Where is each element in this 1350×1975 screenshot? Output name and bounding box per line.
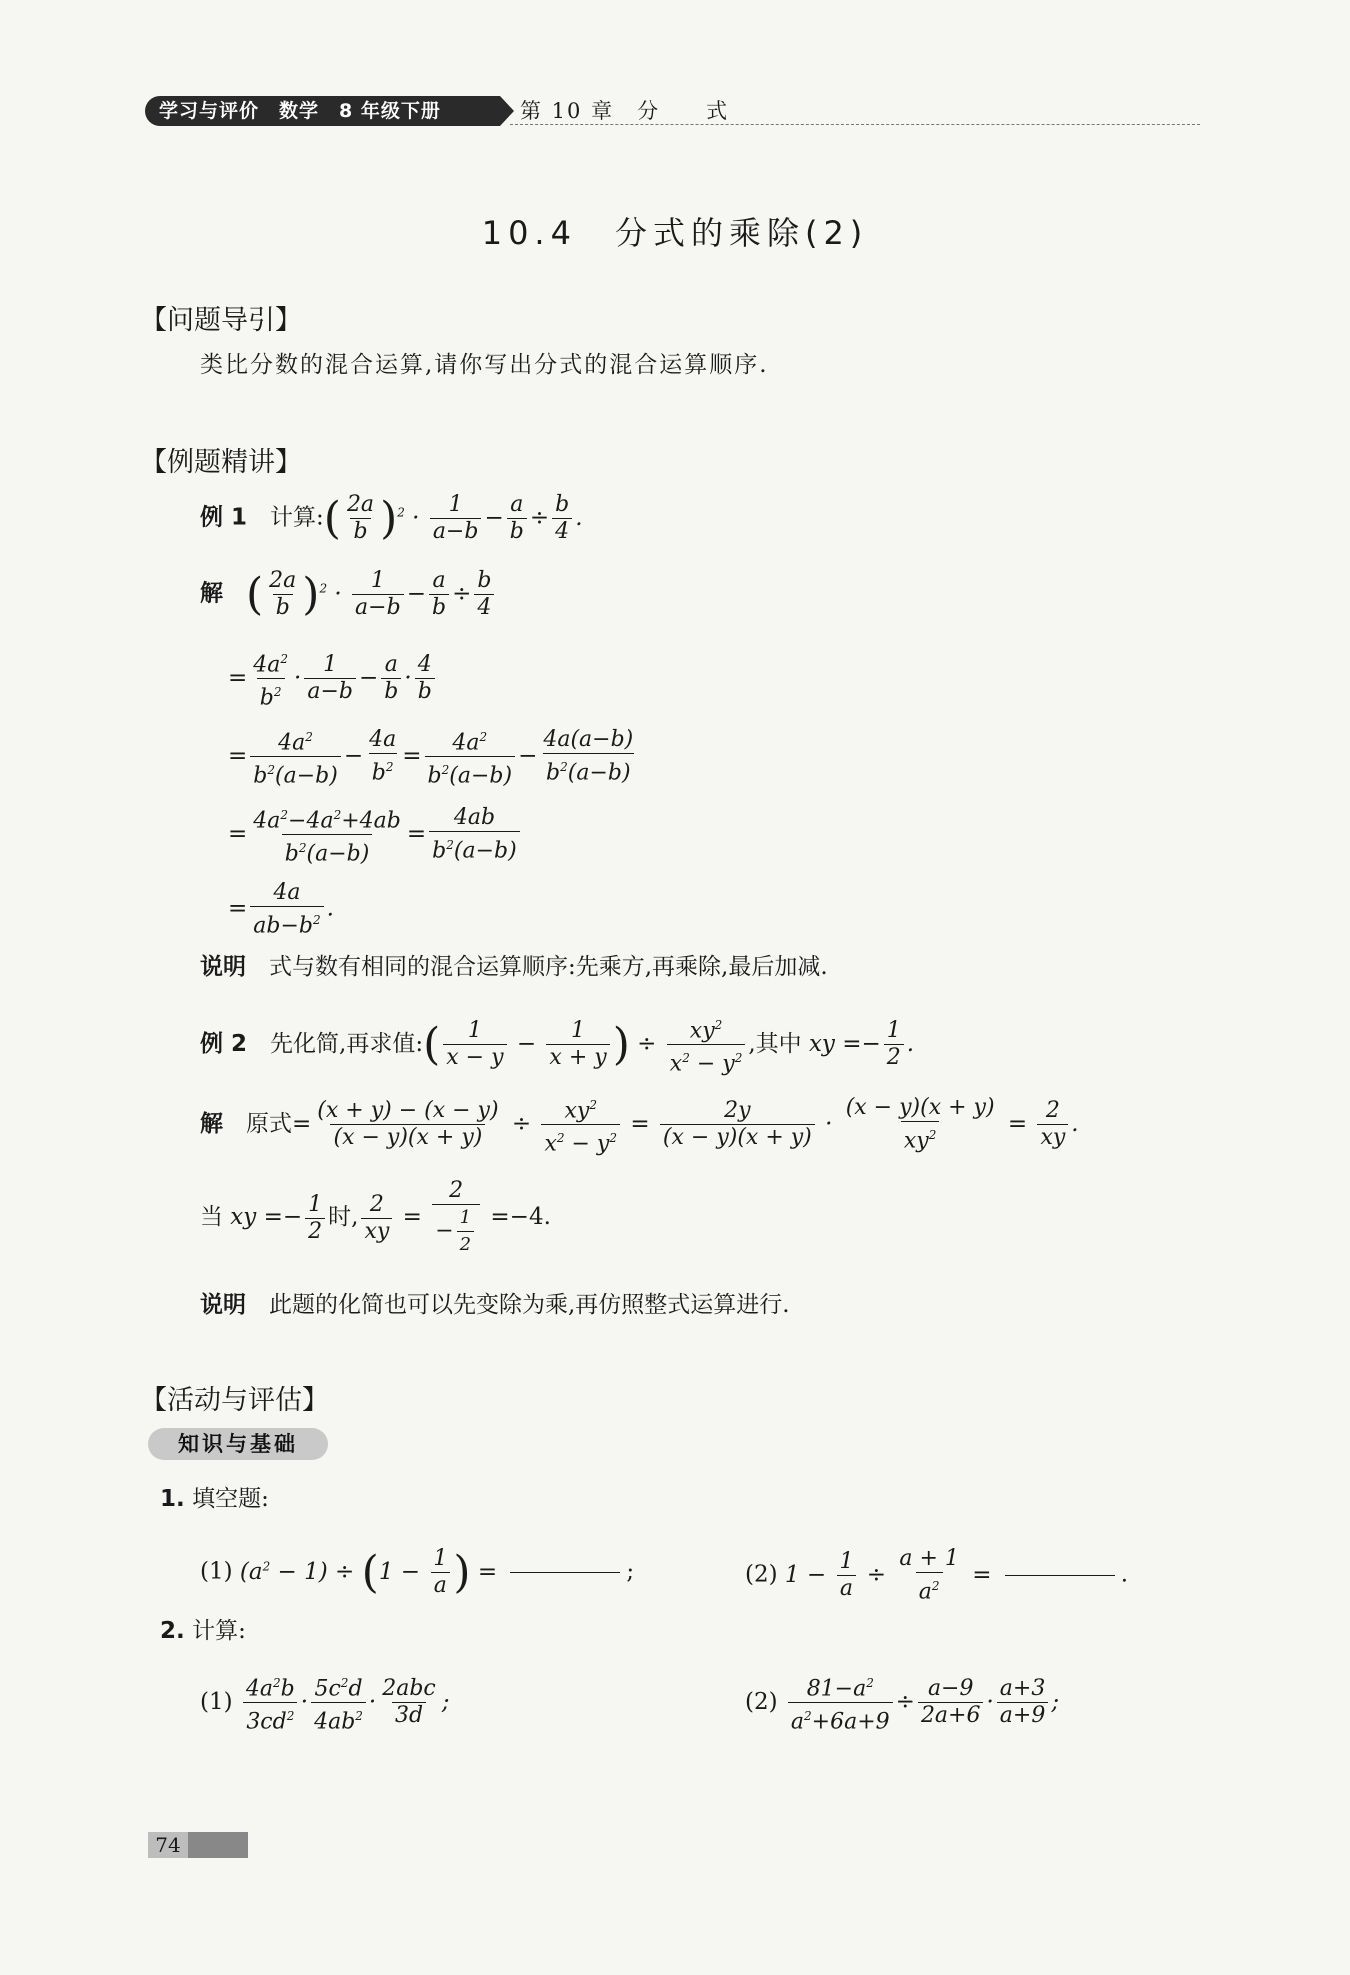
knowledge-basics-badge: 知识与基础 xyxy=(148,1428,328,1460)
header-arrow-icon xyxy=(500,96,514,126)
question-2-text: 计算: xyxy=(192,1618,246,1644)
question-1-part-2-label: (2) xyxy=(745,1561,778,1588)
section-wenti-heading: 【问题导引】 xyxy=(140,305,302,336)
page-number-bar xyxy=(188,1832,248,1858)
example-2-mid: ,其中 xyxy=(748,1030,802,1057)
example-1-solution-line5: = $\frac{4a}{ab-b^2}$ . xyxy=(228,880,334,939)
example-2-note-label: 说明 xyxy=(200,1292,246,1318)
example-1-solution-line4: = $\frac{4a^2-4a^2+4ab}{b^2(a-b)}$ = $\frac{4ab}{b^2(a-b)}$ xyxy=(228,802,523,868)
example-1-prefix: 计算: xyxy=(270,504,324,531)
example-2-solution: 解 原式= $\frac{(x + y) - (x - y)}{(x - y)(x + y)}$ ÷ $\frac{xy^2}{x^2 - y^2}$ = $\frac{2y}{(x - y)(x + y)}$ · $\frac{(x - y)(x + y)}{xy^2}$ = $\frac{2}{xy}$ . xyxy=(200,1095,1079,1157)
example-1-solution-line2: = $\frac{4a^2}{b^2}$ · $\frac{1}{a-b}$ − $\frac{a}{b}$ · $\frac{4}{b}$ xyxy=(228,646,438,712)
example-1-solution-line1: 解 ( $\frac{2a}{b}$ )$^2$ · $\frac{1}{a-b}$ − $\frac{a}{b}$ ÷ $\frac{b}{4}$ xyxy=(200,568,497,621)
example-1-label: 例 1 xyxy=(200,504,248,531)
example-1-note xyxy=(200,952,828,982)
example-1-problem: 例 1 计算:( $\frac{2a}{b}$ )$^2$ · $\frac{1}{a-b}$ − $\frac{a}{b}$ ÷ $\frac{b}{4}$ . xyxy=(200,492,583,544)
header-book-title: 学习与评价 数学 8 年级下册 xyxy=(145,96,500,126)
page-title: 10.4 分式的乘除(2) xyxy=(481,214,869,252)
example-2-evaluation: 当 xy =− $\frac{1}{2}$ 时, $\frac{2}{xy}$ = 2 − $\frac{1}{2}$ =−4. xyxy=(200,1178,551,1258)
answer-blank[interactable] xyxy=(1005,1575,1115,1576)
page-number: 74 xyxy=(148,1832,188,1858)
header-divider xyxy=(510,124,1200,125)
question-1-text: 填空题: xyxy=(192,1486,269,1512)
example-2-result: =−4. xyxy=(490,1204,551,1230)
question-2-part-1-label: (1) xyxy=(200,1688,233,1715)
example-2-shi: 时, xyxy=(328,1204,359,1230)
section-liti-heading: 【例题精讲】 xyxy=(140,447,302,478)
question-2-part-1: (1) $\frac{4a^2b}{3cd^2}$ · $\frac{5c^2d}{4ab^2}$ · $\frac{\text{2abc}}{3d}$ ; xyxy=(200,1676,450,1735)
example-2-jie: 解 xyxy=(200,1110,223,1137)
example-1-note-label: 说明 xyxy=(200,954,246,980)
example-2-problem: 例 2 先化简,再求值:( $\frac{1}{x - y}$ − $\frac{1}{x + y}$ ) ÷ $\frac{xy^2}{x^2 - y^2}$ ,其中 xy =− $\frac{1}{2}$ . xyxy=(200,1018,915,1077)
question-1 xyxy=(160,1484,269,1514)
question-2-part-2-label: (2) xyxy=(745,1688,778,1715)
example-2-note xyxy=(200,1290,790,1320)
question-1-part-1-label: (1) xyxy=(200,1558,233,1585)
example-2-yuanshi: 原式= xyxy=(246,1110,312,1137)
question-2-number: 2. xyxy=(160,1618,185,1644)
example-2-prefix: 先化简,再求值: xyxy=(270,1030,424,1057)
example-2-label: 例 2 xyxy=(200,1030,248,1057)
example-2-note-text: 此题的化简也可以先变除为乘,再仿照整式运算进行. xyxy=(269,1292,790,1318)
example-2-dang: 当 xyxy=(200,1204,223,1230)
section-huodong-heading: 【活动与评估】 xyxy=(140,1385,329,1416)
question-2-part-2: (2) $\frac{81-a^2}{a^2+6a+9}$ ÷ $\frac{a-9}{2a+6}$ · $\frac{a+3}{a+9}$ ; xyxy=(745,1676,1060,1735)
answer-blank[interactable] xyxy=(510,1572,620,1573)
example-1-note-text: 式与数有相同的混合运算顺序:先乘方,再乘除,最后加减. xyxy=(269,954,828,980)
example-1-solution-line3: = $\frac{4a^2}{b^2(a-b)}$ − $\frac{4a}{b^2}$ = $\frac{4a^2}{b^2(a-b)}$ − $\frac{4a(a-b)}{b^2(a-b)}$ xyxy=(228,727,634,789)
example-1-jie: 解 xyxy=(200,580,223,607)
question-1-part-2: (2) 1 − $\frac{1}{a}$ ÷ $\frac{a + 1}{a^2}$ = . xyxy=(745,1546,1129,1605)
question-1-part-1: (1) $(a^2 - 1) \div (1$ − $\frac{1}{a}$ ) = ; xyxy=(200,1546,635,1598)
wenti-text: 类比分数的混合运算,请你写出分式的混合运算顺序. xyxy=(200,352,769,378)
question-2 xyxy=(160,1616,246,1646)
header-chapter: 第 10 章 分 式 xyxy=(520,99,730,123)
question-1-number: 1. xyxy=(160,1486,185,1512)
